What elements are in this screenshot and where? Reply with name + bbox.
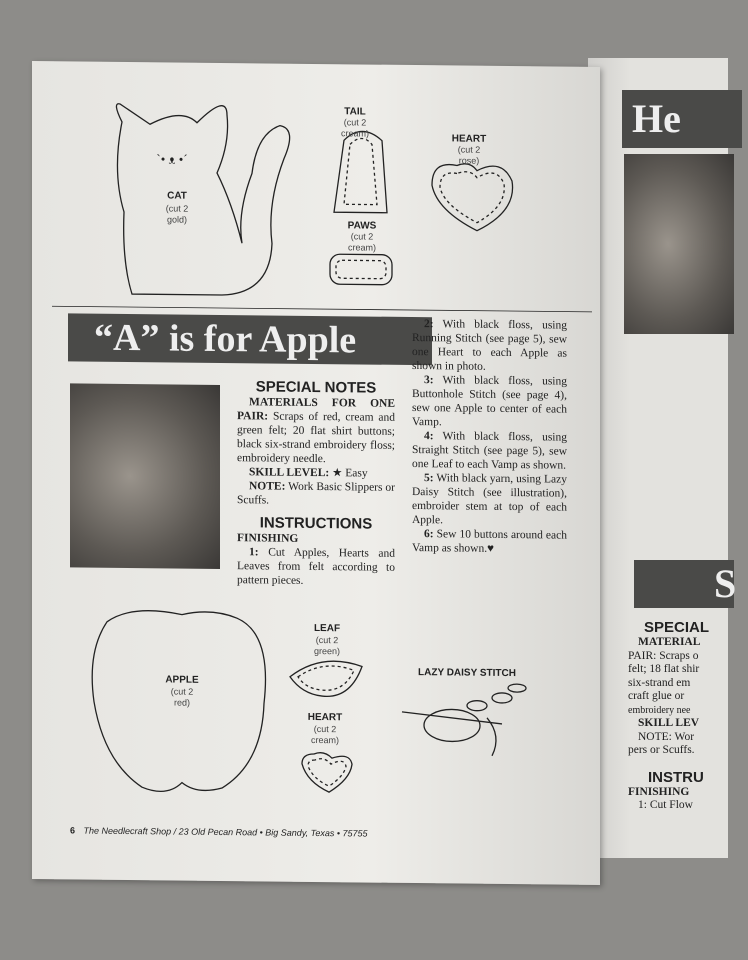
right-line: six-strand em <box>628 676 691 689</box>
cat-face-icon: ˋ• ᴥ •ˊ <box>156 151 188 167</box>
right-note: NOTE: Wor <box>638 730 695 743</box>
right-banner-top: He <box>622 90 742 148</box>
right-line: craft glue or <box>628 690 685 702</box>
paws-note: (cut 2 cream) <box>347 231 376 253</box>
right-note2: pers or Scuffs. <box>628 744 695 756</box>
step-1: 1: Cut Apples, Hearts and Leaves from felt according to pattern pieces. <box>237 546 395 587</box>
cat-label: CAT <box>167 190 187 202</box>
tail-note: (cut 2 cream) <box>340 117 369 139</box>
right-materials: MATERIAL <box>638 636 701 648</box>
page-number: 6 <box>70 825 76 836</box>
leaf-label: LEAF <box>313 622 341 635</box>
leaf-note: (cut 2 green) <box>313 634 340 657</box>
step-2: 2: With black floss, using Running Stitch (see page 5), sew one Heart to each Apple as shown in photo. <box>412 318 567 373</box>
right-page <box>588 58 737 858</box>
heart-note: (cut 2 rose) <box>457 144 481 166</box>
skill-label: SKILL LEVEL: <box>249 466 330 480</box>
heart2-note: (cut 2 cream) <box>310 723 339 746</box>
apple-label: APPLE <box>165 674 199 686</box>
divider <box>52 306 592 312</box>
step-6: 6: Sew 10 buttons around each Vamp as shown.♥ <box>412 528 567 555</box>
left-page <box>32 61 600 885</box>
step-3: 3: With black floss, using Buttonhole Stitch (see page 4), sew one Apple to center of each Vamp. <box>412 374 567 429</box>
step-4: 4: With black floss, using Straight Stitch (see page 5), sew one Leaf to each Vamp as shown. <box>412 430 567 472</box>
heart-label: HEART <box>451 133 487 145</box>
apple-slippers-photo <box>70 383 220 569</box>
finishing-heading: FINISHING <box>237 532 299 545</box>
right-finishing: FINISHING <box>628 785 690 798</box>
right-step1: 1: Cut Flow <box>638 799 693 811</box>
right-line: embroidery nee <box>628 704 691 716</box>
right-instructions-heading: INSTRU <box>648 768 704 786</box>
lazy-daisy-label: LAZY DAISY STITCH <box>418 667 516 680</box>
apple-note: (cut 2 red) <box>170 686 194 708</box>
right-special-heading: SPECIAL <box>644 619 710 636</box>
paws-pattern-outline <box>330 254 392 285</box>
heart2-label: HEART <box>307 711 343 724</box>
note-label: NOTE: <box>249 480 286 493</box>
special-notes-heading: SPECIAL NOTES <box>255 378 377 397</box>
tail-label: TAIL <box>344 106 366 118</box>
right-skill: SKILL LEV <box>638 717 700 729</box>
footer-text: The Needlecraft Shop / 23 Old Pecan Road • Big Sandy, Texas • 75755 <box>83 825 368 839</box>
cat-note: (cut 2 gold) <box>165 203 189 225</box>
step-5: 5: With black yarn, using Lazy Daisy Stitch (see illustration), embroider stem at top of each Apple. <box>412 472 568 527</box>
skill-text: ★ Easy <box>332 467 368 480</box>
paws-label: PAWS <box>347 220 377 232</box>
right-line: felt; 18 flat shir <box>628 663 700 675</box>
right-banner-mid: S <box>634 560 734 608</box>
lazy-daisy-stitch-illustration <box>402 683 526 756</box>
cat-pattern-outline <box>116 104 289 296</box>
tail-pattern-outline <box>344 138 377 204</box>
instructions-heading: INSTRUCTIONS <box>259 514 373 533</box>
materials-text: Scraps of red, cream and green felt; 20 flat shirt buttons; black six-strand embroidery floss; embroidery needle. <box>237 410 395 466</box>
note-text: Work Basic Slippers or Scuffs. <box>237 480 395 507</box>
top-patterns-drawing <box>32 61 600 317</box>
materials-label: MATERIALS FOR ONE PAIR: <box>237 396 395 423</box>
right-line: PAIR: Scraps o <box>628 649 699 662</box>
heart2-pattern-outline <box>302 753 352 793</box>
right-slipper-photo <box>624 154 734 334</box>
article-title: “A” is for Apple <box>68 313 432 365</box>
